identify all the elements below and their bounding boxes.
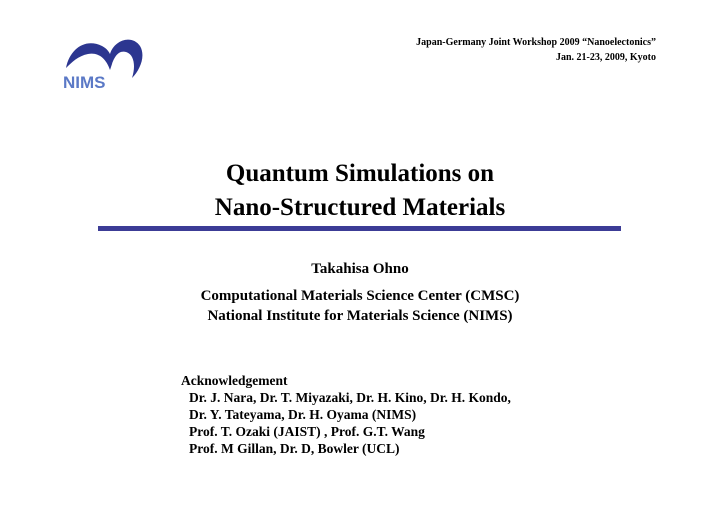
acknowledgement-heading: Acknowledgement: [181, 373, 288, 388]
acknowledgement-line: Prof. T. Ozaki (JAIST) , Prof. G.T. Wang: [189, 424, 425, 439]
affiliation: [0, 286, 720, 326]
title-line-1: Quantum Simulations on: [225, 160, 495, 187]
affiliation-line-1: Computational Materials Science Center (CMSC): [200, 288, 520, 304]
slide-title: [0, 157, 720, 225]
acknowledgement-line: Dr. Y. Tateyama, Dr. H. Oyama (NIMS): [189, 407, 417, 422]
workshop-name: Japan-Germany Joint Workshop 2009 “Nanoelectonics”: [416, 37, 656, 48]
svg-text:NIMS: NIMS: [63, 73, 106, 92]
workshop-header: [416, 35, 656, 65]
acknowledgement-line: Dr. J. Nara, Dr. T. Miyazaki, Dr. H. Kino, Dr. H. Kondo,: [189, 390, 511, 405]
author-name: Takahisa Ohno: [311, 261, 409, 277]
title-divider: [98, 226, 621, 231]
nims-logo-graphic: [58, 30, 148, 96]
nims-logo: [58, 30, 148, 96]
affiliation-line-2: National Institute for Materials Science (NIMS): [207, 308, 513, 324]
acknowledgement-block: [181, 372, 511, 457]
title-line-2: Nano-Structured Materials: [214, 194, 506, 221]
acknowledgement-line: Prof. M Gillan, Dr. D, Bowler (UCL): [189, 441, 400, 456]
workshop-date: Jan. 21-23, 2009, Kyoto: [556, 52, 656, 63]
